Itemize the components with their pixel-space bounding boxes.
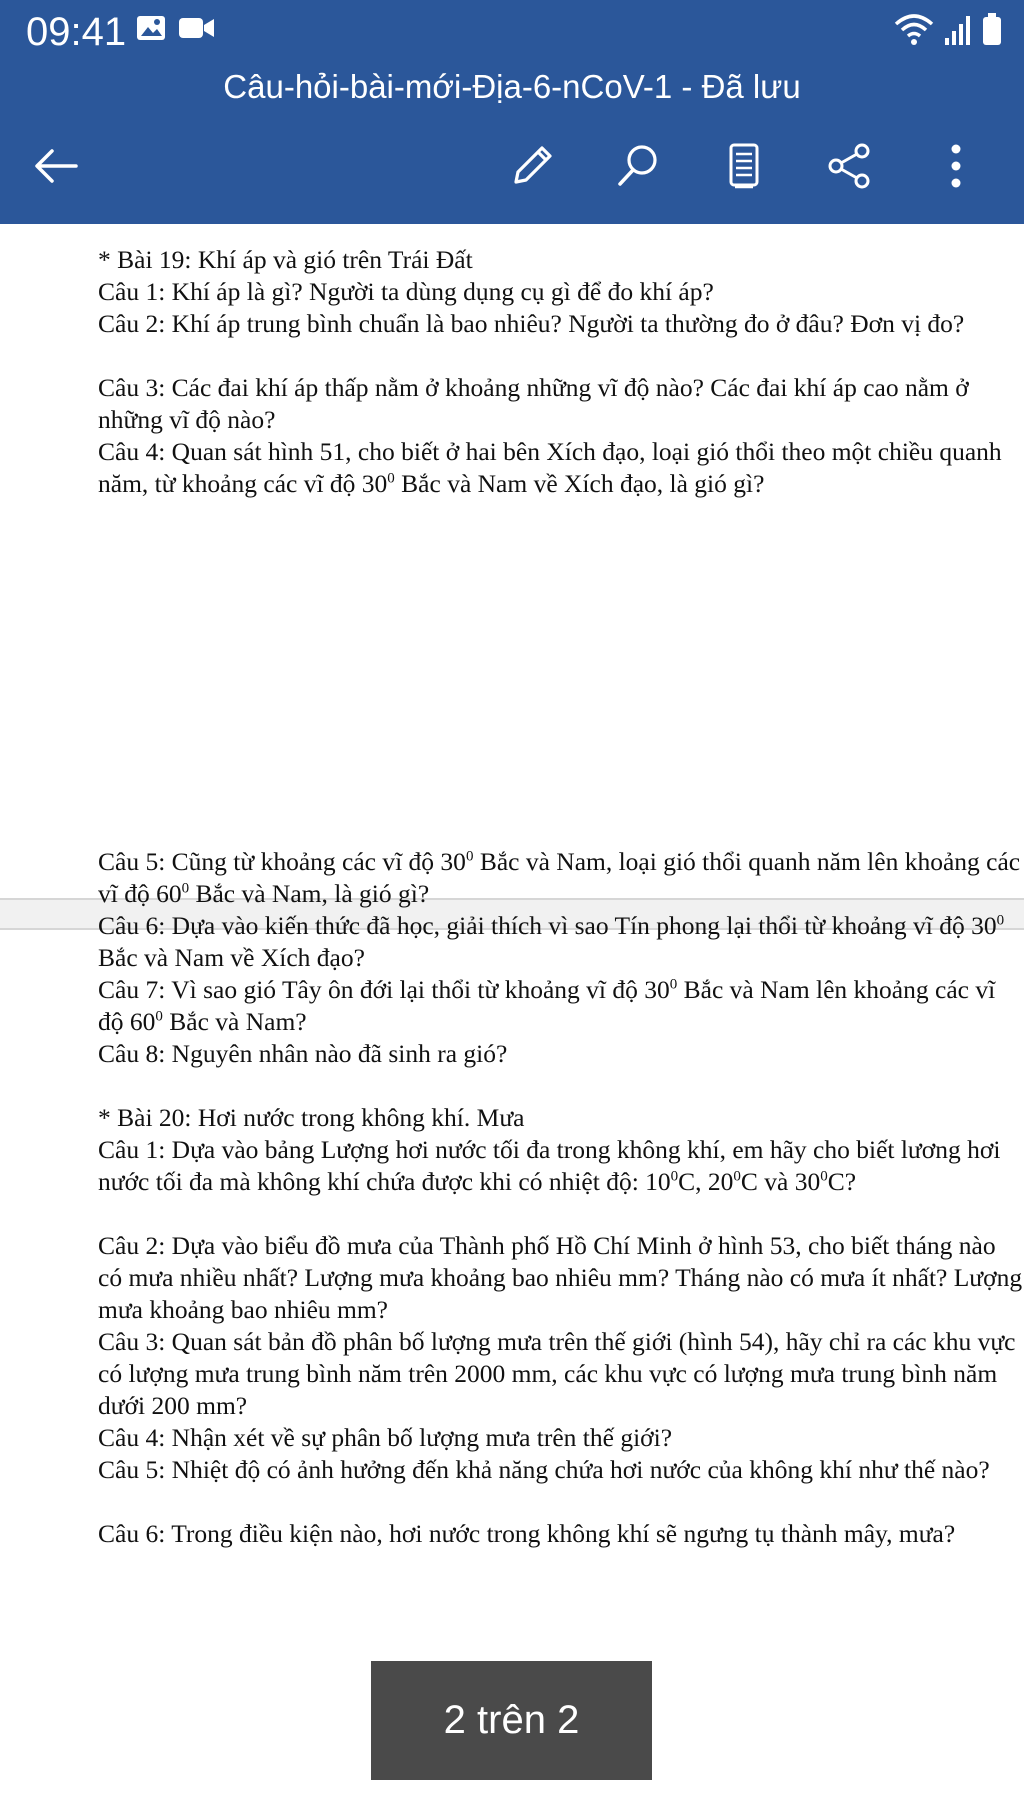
share-button[interactable]	[820, 136, 880, 196]
lesson-heading: * Bài 20: Hơi nước trong không khí. Mưa	[98, 1103, 525, 1132]
document-title: Câu-hỏi-bài-mới-Địa-6-nCoV-1 - Đã lưu	[223, 68, 801, 105]
video-camera-icon	[178, 15, 216, 41]
reading-view-button[interactable]	[714, 136, 774, 196]
question-paragraph: Câu 6: Trong điều kiện nào, hơi nước trong không khí sẽ ngưng tụ thành mây, mưa?	[98, 1519, 956, 1548]
gallery-icon	[136, 14, 166, 42]
question-paragraph: Câu 7: Vì sao gió Tây ôn đới lại thổi từ khoảng vĩ độ $30^0$ Bắc và Nam lên khoảng các vĩ độ $60^0$ Bắc và Nam?	[98, 975, 996, 1036]
status-time: 09:41	[26, 10, 127, 54]
question-paragraph: Câu 4: Nhận xét về sự phân bố lượng mưa trên thế giới?	[98, 1423, 673, 1452]
lesson-heading: * Bài 19: Khí áp và gió trên Trái Đất	[98, 245, 473, 274]
question-paragraph: Câu 2: Khí áp trung bình chuẩn là bao nhiêu? Người ta thường đo ở đâu? Đơn vị đo?	[98, 309, 965, 338]
question-paragraph: Câu 8: Nguyên nhân nào đã sinh ra gió?	[98, 1039, 508, 1068]
status-system-icons	[894, 12, 1002, 46]
back-button[interactable]	[26, 136, 86, 196]
signal-icon	[944, 14, 972, 46]
more-options-button[interactable]	[926, 136, 986, 196]
status-notification-icons	[136, 14, 216, 42]
battery-icon	[982, 12, 1002, 46]
arrow-left-icon	[30, 140, 82, 192]
question-paragraph: Câu 3: Các đai khí áp thấp nằm ở khoảng những vĩ độ nào? Các đai khí áp cao nằm ở những vĩ độ nào?	[98, 373, 969, 434]
question-paragraph: Câu 3: Quan sát bản đồ phân bố lượng mưa trên thế giới (hình 54), hãy chỉ ra các khu vực có lượng mưa trung bình năm trên 2000 mm, các khu vực có lượng mưa trung bình năm dưới 200 mm?	[98, 1327, 1016, 1420]
question-paragraph: Câu 1: Khí áp là gì? Người ta dùng dụng cụ gì để đo khí áp?	[98, 277, 714, 306]
page-indicator: 2 trên 2	[371, 1661, 652, 1780]
more-vertical-icon	[930, 140, 982, 192]
pencil-icon	[506, 140, 558, 192]
app-bar	[0, 0, 1024, 224]
reading-view-icon	[718, 140, 770, 192]
question-paragraph: Câu 6: Dựa vào kiến thức đã học, giải thích vì sao Tín phong lại thổi từ khoảng vĩ độ $30^0$ Bắc và Nam về Xích đạo?	[98, 911, 1005, 972]
wifi-icon	[894, 12, 934, 46]
search-button[interactable]	[608, 136, 668, 196]
edit-button[interactable]	[502, 136, 562, 196]
question-paragraph: Câu 5: Cũng từ khoảng các vĩ độ $30^0$ Bắc và Nam, loại gió thổi quanh năm lên khoảng các vĩ độ $60^0$ Bắc và Nam, là gió gì?	[98, 847, 1021, 908]
question-paragraph: Câu 4: Quan sát hình 51, cho biết ở hai bên Xích đạo, loại gió thổi theo một chiều quanh năm, từ khoảng các vĩ độ $30^0$ Bắc và Nam về Xích đạo, là gió gì?	[98, 437, 1002, 498]
question-paragraph: Câu 1: Dựa vào bảng Lượng hơi nước tối đa trong không khí, em hãy cho biết lương hơi nước tối đa mà không khí chứa được khi có nhiệt độ: $10^0C$, $20^0C$ và $30^0C$?	[98, 1135, 1001, 1196]
search-icon	[612, 140, 664, 192]
question-paragraph: Câu 5: Nhiệt độ có ảnh hưởng đến khả năng chứa hơi nước của không khí như thế nào?	[98, 1455, 990, 1484]
share-icon	[824, 140, 876, 192]
question-paragraph: Câu 2: Dựa vào biểu đồ mưa của Thành phố Hồ Chí Minh ở hình 53, cho biết tháng nào có mưa nhiều nhất? Lượng mưa khoảng bao nhiêu mm? Tháng nào có mưa ít nhất? Lượng mưa khoảng bao nhiêu mm?	[98, 1231, 1023, 1324]
